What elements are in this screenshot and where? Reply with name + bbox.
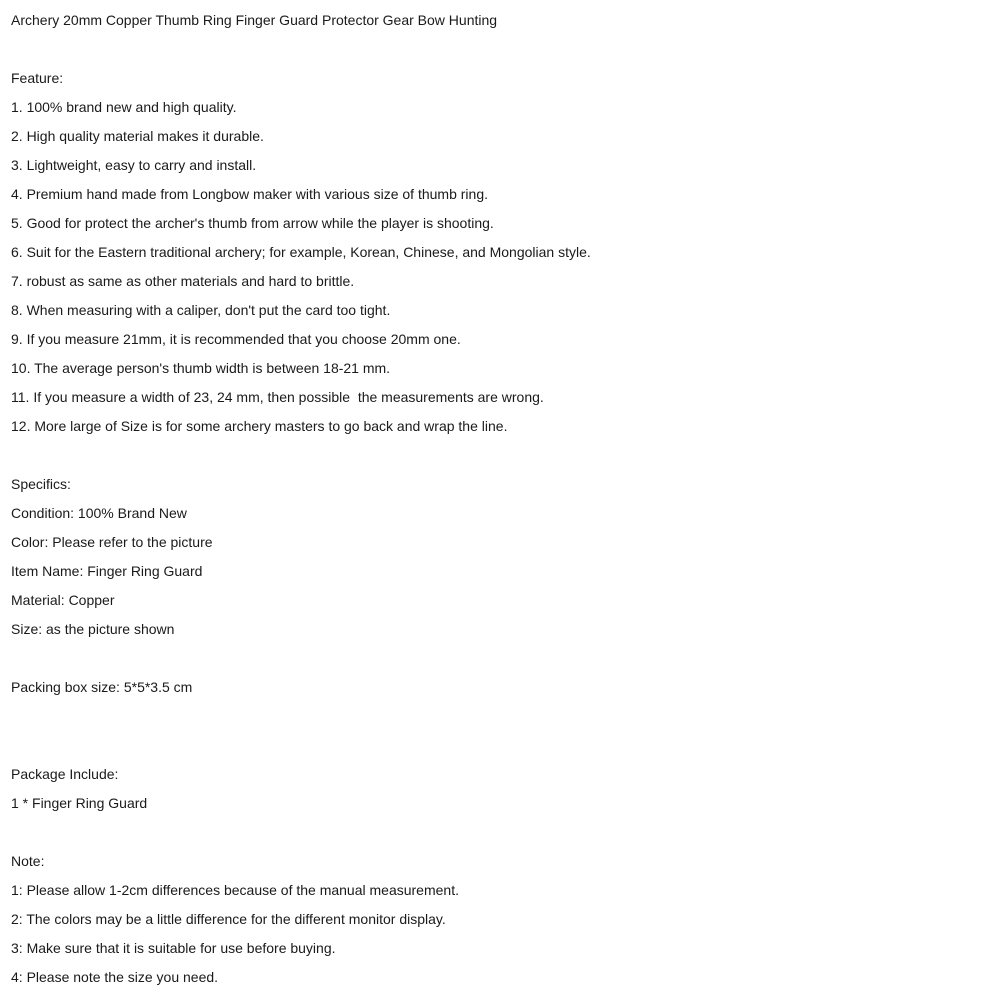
note-heading: Note: bbox=[11, 853, 45, 869]
feature-item: 8. When measuring with a caliper, don't put the card too tight. bbox=[11, 302, 391, 318]
packing-size: Packing box size: 5*5*3.5 cm bbox=[11, 679, 193, 695]
feature-item: 3. Lightweight, easy to carry and install. bbox=[11, 157, 257, 173]
feature-item: 2. High quality material makes it durable. bbox=[11, 128, 264, 144]
feature-item: 12. More large of Size is for some archery masters to go back and wrap the line. bbox=[11, 418, 508, 434]
feature-item: 6. Suit for the Eastern traditional archery; for example, Korean, Chinese, and Mongolian style. bbox=[11, 244, 591, 260]
specifics-heading: Specifics: bbox=[11, 476, 71, 492]
specifics-item: Color: Please refer to the picture bbox=[11, 534, 213, 550]
feature-item: 11. If you measure a width of 23, 24 mm, then possible the measurements are wrong. bbox=[11, 389, 544, 405]
note-item: 2: The colors may be a little difference for the different monitor display. bbox=[11, 911, 446, 927]
specifics-item: Item Name: Finger Ring Guard bbox=[11, 563, 203, 579]
specifics-item: Size: as the picture shown bbox=[11, 621, 175, 637]
specifics-item: Condition: 100% Brand New bbox=[11, 505, 187, 521]
specifics-item: Material: Copper bbox=[11, 592, 115, 608]
feature-heading: Feature: bbox=[11, 70, 64, 86]
feature-item: 9. If you measure 21mm, it is recommended that you choose 20mm one. bbox=[11, 331, 461, 347]
feature-item: 1. 100% brand new and high quality. bbox=[11, 99, 237, 115]
feature-item: 7. robust as same as other materials and hard to brittle. bbox=[11, 273, 355, 289]
page-title: Archery 20mm Copper Thumb Ring Finger Guard Protector Gear Bow Hunting bbox=[11, 12, 498, 28]
note-item: 3: Make sure that it is suitable for use before buying. bbox=[11, 940, 336, 956]
feature-item: 4. Premium hand made from Longbow maker with various size of thumb ring. bbox=[11, 186, 488, 202]
feature-item: 5. Good for protect the archer's thumb from arrow while the player is shooting. bbox=[11, 215, 494, 231]
package-heading: Package Include: bbox=[11, 766, 119, 782]
note-item: 4: Please note the size you need. bbox=[11, 969, 219, 985]
feature-item: 10. The average person's thumb width is between 18-21 mm. bbox=[11, 360, 391, 376]
note-item: 1: Please allow 1-2cm differences because of the manual measurement. bbox=[11, 882, 459, 898]
package-item: 1 * Finger Ring Guard bbox=[11, 795, 148, 811]
